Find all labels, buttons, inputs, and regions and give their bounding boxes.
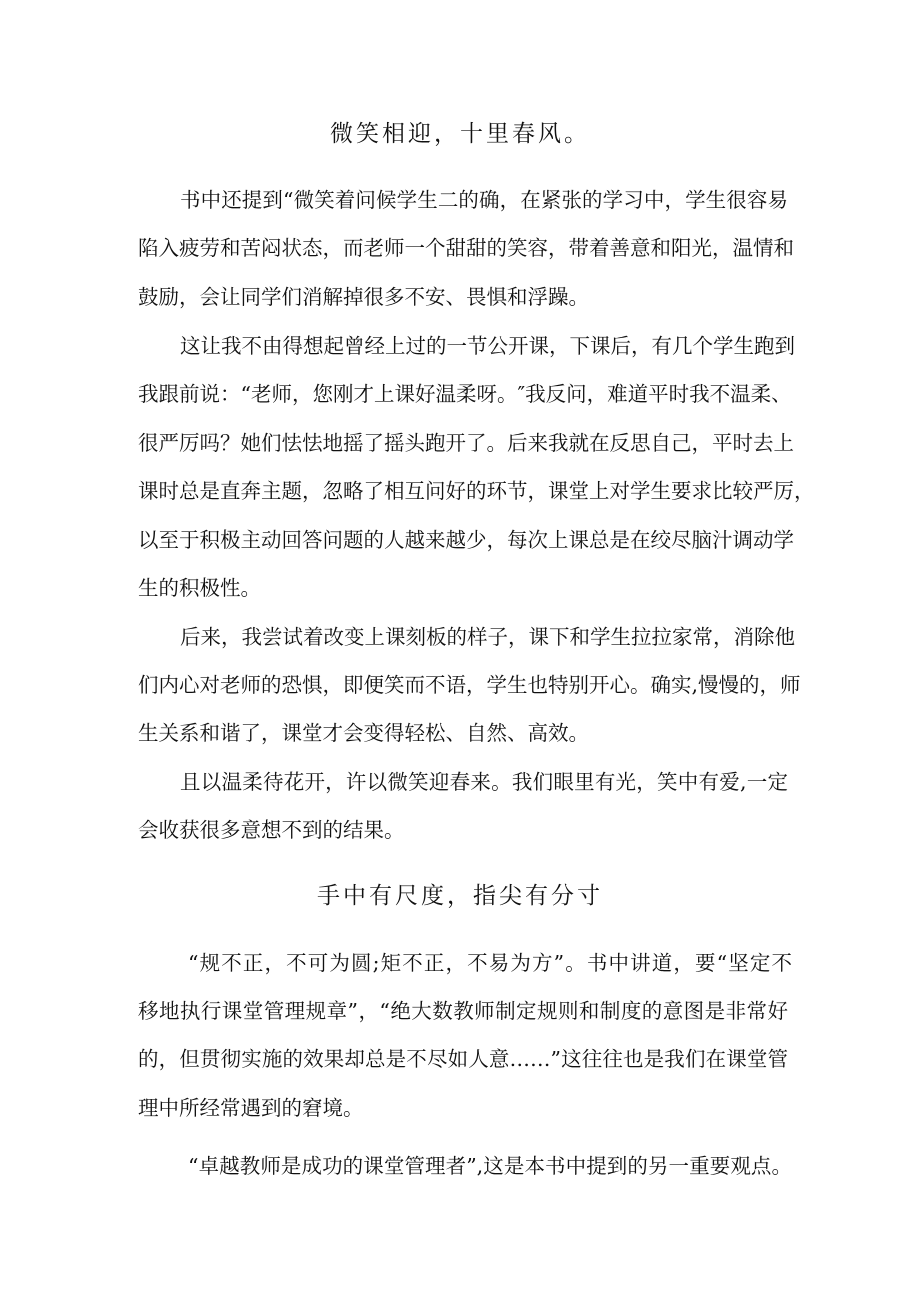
paragraph-line: 很严厉吗？她们怯怯地摇了摇头跑开了。后来我就在反思自己，平时去上 <box>138 431 794 455</box>
paragraph-line: 书中还提到“微笑着问候学生二的确，在紧张的学习中，学生很容易 <box>180 188 788 212</box>
paragraph-line: 移地执行课堂管理规章”，“绝大数教师制定规则和制度的意图是非常好 <box>138 999 788 1023</box>
section-heading: 微笑相迎，十里春风。 <box>330 121 590 147</box>
paragraph-line: 会收获很多意想不到的结果。 <box>138 818 405 842</box>
section-heading: 手中有尺度，指尖有分寸 <box>317 883 603 909</box>
paragraph-line: 且以温柔待花开，许以微笑迎春来。我们眼里有光，笑中有爱,一定 <box>180 770 788 794</box>
paragraph-line: 生的积极性。 <box>138 576 261 600</box>
paragraph-line: “卓越教师是成功的课堂管理者”,这是本书中提到的另一重要观点。 <box>188 1154 792 1178</box>
paragraph-line: “规不正，不可为圆;矩不正，不易为方”。书中讲道，要“坚定不 <box>188 951 792 975</box>
paragraph-line: 们内心对老师的恐惧，即便笑而不语，学生也特别开心。确实,慢慢的，师 <box>138 673 801 697</box>
paragraph-line: 以至于积极主动回答问题的人越来越少，每次上课总是在绞尽脑汁调动学 <box>138 528 794 552</box>
paragraph-line: 理中所经常遇到的窘境。 <box>138 1096 364 1120</box>
paragraph-line: 我跟前说：“老师，您刚才上课好温柔呀。″我反问，难道平时我不温柔、 <box>138 382 792 406</box>
paragraph-line: 课时总是直奔主题，忽略了相互问好的环节，课堂上对学生要求比较严厉， <box>138 479 815 503</box>
paragraph-line: 生关系和谐了，课堂才会变得轻松、自然、高效。 <box>138 721 589 745</box>
paragraph-line: 这让我不由得想起曾经上过的一节公开课，下课后，有几个学生跑到 <box>180 334 795 358</box>
paragraph-line: 陷入疲劳和苦闷状态，而老师一个甜甜的笑容，带着善意和阳光，温情和 <box>138 236 794 260</box>
paragraph-line: 鼓励，会让同学们消解掉很多不安、畏惧和浮躁。 <box>138 285 589 309</box>
paragraph-line: 后来，我尝试着改变上课刻板的样子，课下和学生拉拉家常，消除他 <box>180 625 795 649</box>
paragraph-line: 的，但贯彻实施的效果却总是不尽如人意……”这往往也是我们在课堂管 <box>138 1047 788 1071</box>
